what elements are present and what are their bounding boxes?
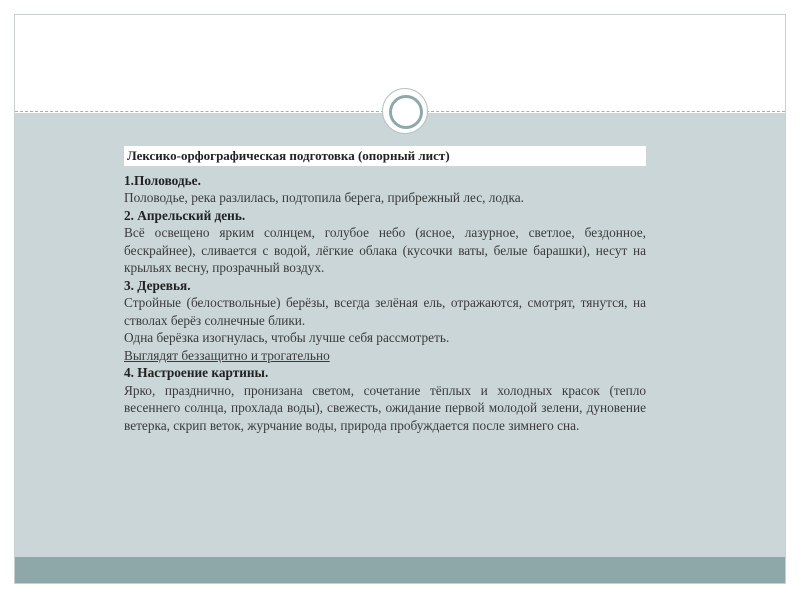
circle-ornament-inner: [389, 95, 423, 129]
reference-sheet: [124, 146, 646, 434]
section-paragraph: Одна берёзка изогнулась, чтобы лучше себя рассмотреть.: [124, 330, 450, 345]
section-paragraph: Половодье, река разлилась, подтопила берега, прибрежный лес, лодка.: [124, 190, 524, 205]
slide-footer-bar: [15, 557, 785, 583]
section-april-day: [124, 207, 646, 277]
underlined-phrase: Выглядят беззащитно и трогательно: [124, 347, 330, 363]
section-flood: [124, 172, 646, 207]
circle-ornament-icon: [382, 88, 428, 134]
section-heading: 1.Половодье.: [124, 172, 201, 188]
section-mood: [124, 364, 646, 434]
section-paragraph: Стройные (белоствольные) берёзы, всегда зелёная ель, отражаются, смотрят, тянутся, на стволах берёз солнечные блики.: [124, 295, 646, 328]
section-trees: [124, 277, 646, 365]
document-title: Лексико-орфографическая подготовка (опорный лист): [124, 146, 646, 166]
section-paragraph: Всё освещено ярким солнцем, голубое небо (ясное, лазурное, светлое, бездонное, бескрайнее), сливается с водой, лёгкие облака (кусочки ваты, белые барашки), несут на крыльях весну, прозрачный воздух.: [124, 225, 646, 275]
section-heading: 4. Настроение картины.: [124, 365, 269, 380]
section-heading: 2. Апрельский день.: [124, 207, 246, 223]
section-paragraph: Ярко, празднично, пронизана светом, сочетание тёплых и холодных красок (тепло весеннего солнца, прохлада воды), свежесть, ожидание первой молодой зелени, дуновение ветерка, скрип веток, журчание воды, природа пробуждается после зимнего сна.: [124, 382, 646, 433]
section-heading: 3. Деревья.: [124, 277, 191, 293]
